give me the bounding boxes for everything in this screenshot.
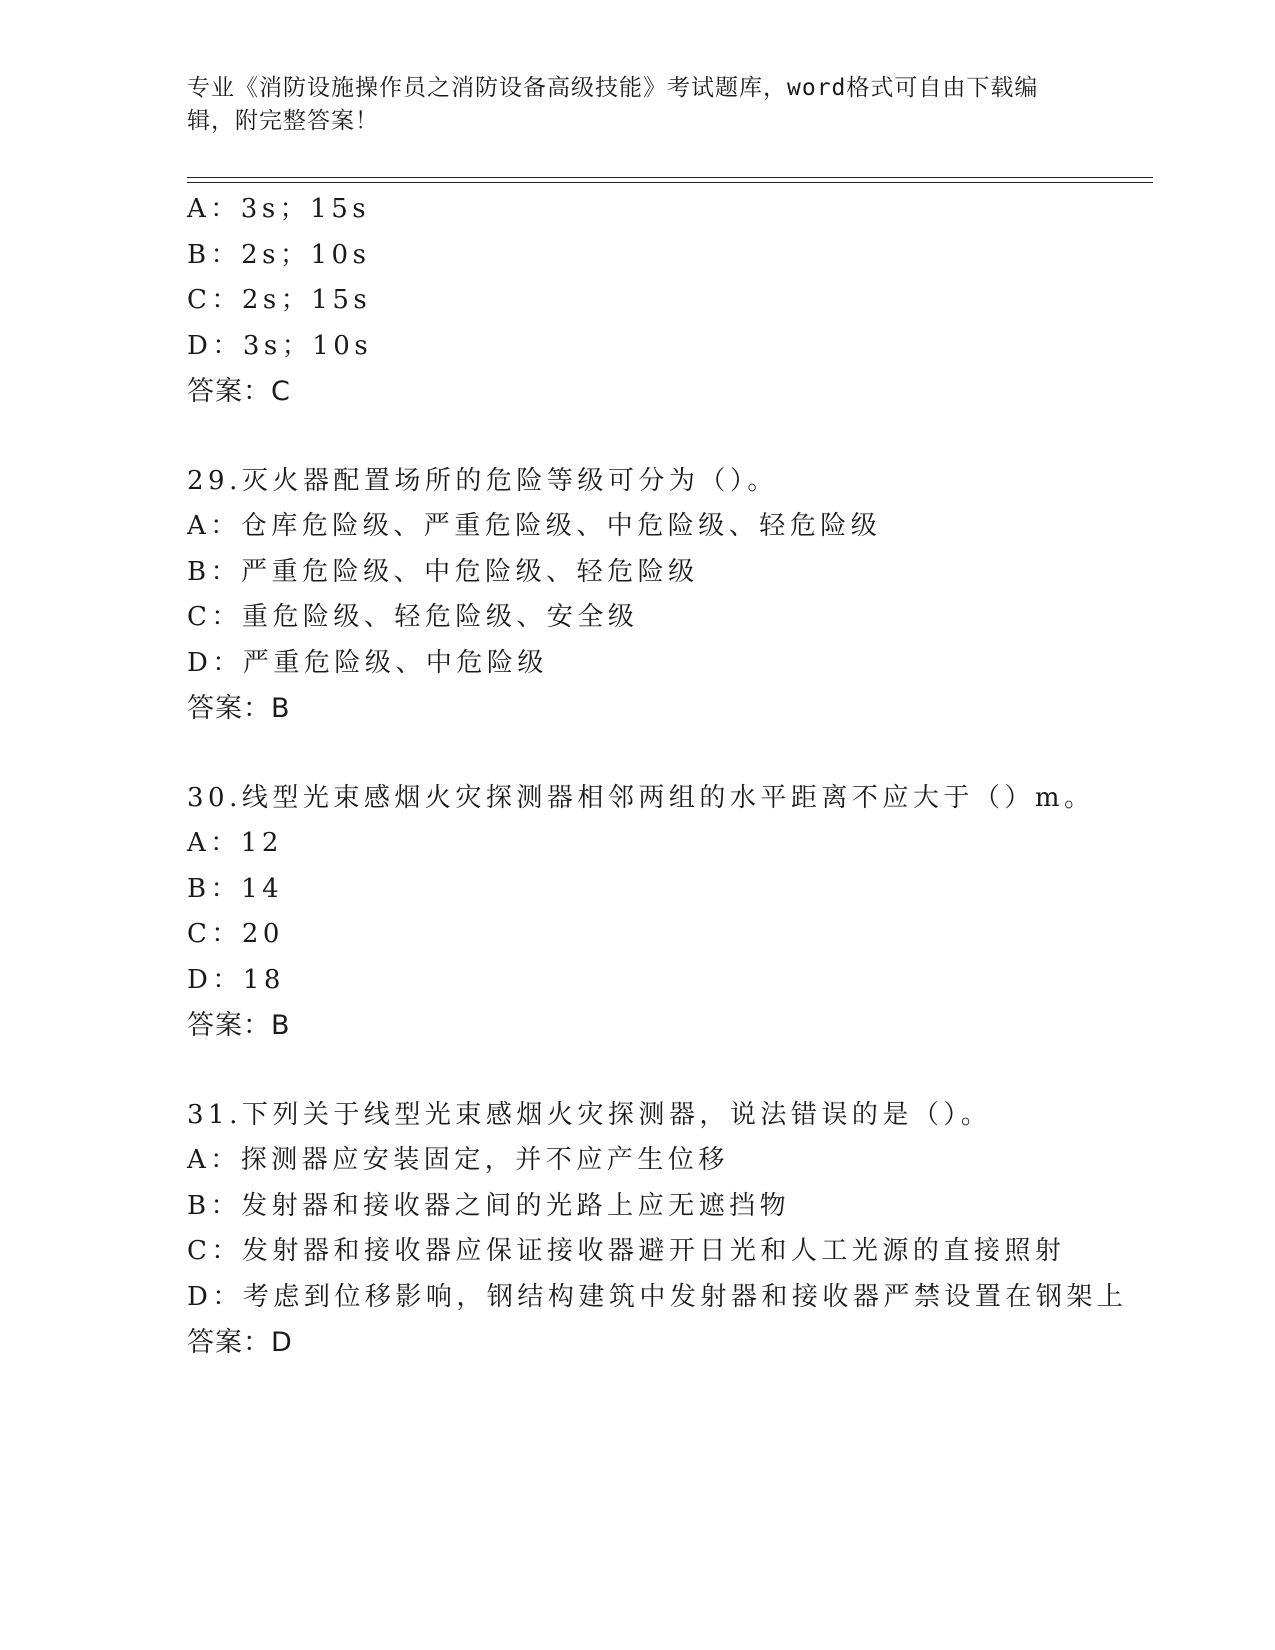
option-a: A：探测器应安装固定，并不应产生位移 <box>187 1145 729 1175</box>
answer: 答案：D <box>187 1327 293 1358</box>
option-d: D：18 <box>187 964 285 995</box>
header-line-2: 辑，附完整答案！ <box>187 108 379 134</box>
question-29-block <box>187 459 1147 732</box>
question-28-block <box>187 187 1147 415</box>
document-header <box>187 72 1067 138</box>
header-divider-top <box>187 177 1153 178</box>
option-b: B：2s；10s <box>187 239 371 270</box>
option-a: A：仓库危险级、严重危险级、中危险级、轻危险级 <box>187 511 882 541</box>
option-a: A：3s；15s <box>187 194 371 224</box>
question-text: 31.下列关于线型光束感烟火灾探测器，说法错误的是（）。 <box>187 1099 992 1130</box>
question-31-block <box>187 1093 1147 1366</box>
question-30-block <box>187 776 1147 1049</box>
answer: 答案：C <box>187 376 291 407</box>
header-divider-bottom <box>187 182 1153 183</box>
header-line-1: 专业《消防设施操作员之消防设备高级技能》考试题库，word格式可自由下载编 <box>187 75 1039 101</box>
option-b: B：发射器和接收器之间的光路上应无遮挡物 <box>187 1190 791 1221</box>
option-d: D：严重危险级、中危险级 <box>187 647 548 678</box>
answer: 答案：B <box>187 1010 291 1041</box>
option-c: C：发射器和接收器应保证接收器避开日光和人工光源的直接照射 <box>187 1236 1066 1266</box>
question-list <box>187 187 1147 1366</box>
answer: 答案：B <box>187 693 291 724</box>
option-d: D：3s；10s <box>187 330 373 361</box>
option-a: A：12 <box>187 828 283 858</box>
question-text: 30.线型光束感烟火灾探测器相邻两组的水平距离不应大于（）m。 <box>187 782 1095 813</box>
option-b: B：14 <box>187 873 284 904</box>
question-text: 29.灭火器配置场所的危险等级可分为（）。 <box>187 465 778 496</box>
option-b: B：严重危险级、中危险级、轻危险级 <box>187 556 699 587</box>
option-c: C：2s；15s <box>187 285 372 315</box>
option-c: C：20 <box>187 919 284 949</box>
option-c: C：重危险级、轻危险级、安全级 <box>187 602 639 632</box>
option-d: D：考虑到位移影响，钢结构建筑中发射器和接收器严禁设置在钢架上 <box>187 1281 1128 1312</box>
